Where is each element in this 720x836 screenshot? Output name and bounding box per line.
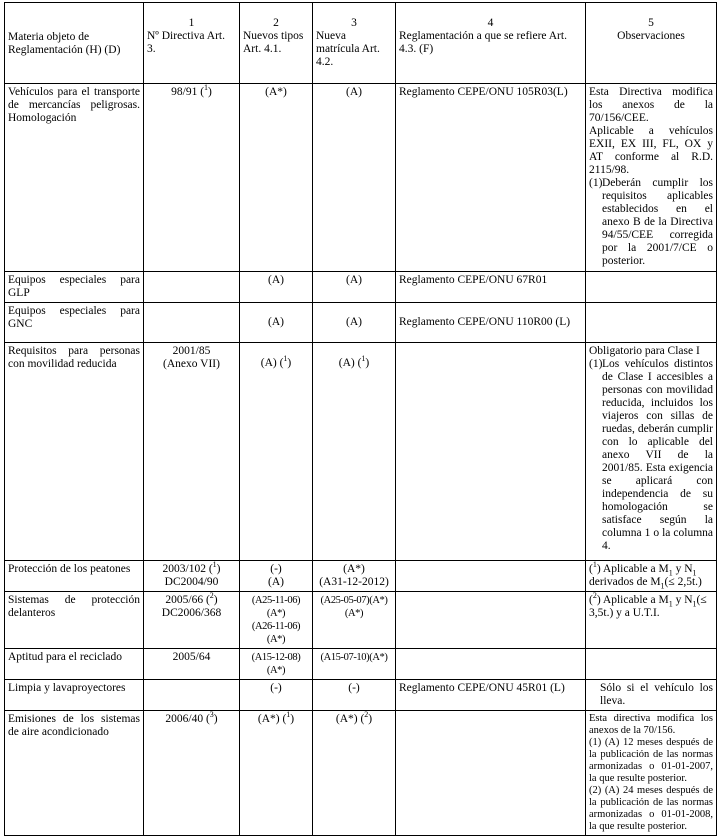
directiva-cell (144, 680, 240, 711)
table-row (5, 84, 717, 272)
materia-cell: Equipos especiales para GNC (5, 303, 144, 343)
table-row (5, 649, 717, 680)
nuevos-tipos-cell: (-) (240, 680, 313, 711)
directiva-cell (144, 303, 240, 343)
nuevos-tipos-cell: (A15-12-08)(A*) (240, 649, 313, 680)
nueva-matricula-cell: (A) ($^1$) (313, 343, 396, 561)
reglamento-cell (396, 711, 586, 836)
nuevos-tipos-cell: (A) (240, 303, 313, 343)
reglamento-cell: Reglamento CEPE/ONU 105R03(L) (396, 84, 586, 272)
table-row (5, 343, 717, 561)
reglamento-cell: Reglamento CEPE/ONU 110R00 (L) (396, 303, 586, 343)
nuevos-tipos-cell: (A) ($^1$) (240, 343, 313, 561)
nueva-matricula-cell: (A) (313, 272, 396, 303)
observaciones-cell: ($^2$) Aplicable a $M_1$ y $N_1(\le$ 3,5t.) y a U.T.I. (586, 592, 717, 649)
materia-cell: Aptitud para el reciclado (5, 649, 144, 680)
table-row (5, 592, 717, 649)
table-row (5, 303, 717, 343)
directiva-cell: 98/91 ($^1$) (144, 84, 240, 272)
observaciones-cell: Obligatorio para Clase I (1) Los vehículos distintos de Clase I accesibles a personas con movilidad reducida, incluidos los viajeros con sillas de ruedas, deberán cumplir con lo aplicable del anexo VII de la 2001/85. Esta exigencia se aplicará con independencia de su homologación se satisface según la columna 1 o la columna 4. (586, 343, 717, 561)
observaciones-cell (586, 303, 717, 343)
reglamento-cell (396, 592, 586, 649)
nuevos-tipos-cell: (A*) ($^1$) (240, 711, 313, 836)
header-directiva: 1 Nº Directiva Art. 3. (144, 3, 240, 84)
observaciones-cell (586, 272, 717, 303)
nuevos-tipos-cell: (A) (240, 272, 313, 303)
directiva-cell: 2005/64 (144, 649, 240, 680)
materia-cell: Protección de los peatones (5, 561, 144, 592)
observaciones-cell: Esta Directiva modifica los anexos de la 70/156/CEE. Aplicable a vehículos EXII, EX III, FL, OX y AT conforme al R.D. 2115/98. (1) Deberán cumplir los requisitos aplicables establecidos en el anexo B de la Directiva 94/55/CEE corregida por la 2001/7/CE o posterior. (586, 84, 717, 272)
materia-cell: Limpia y lavaproyectores (5, 680, 144, 711)
directiva-cell: 2005/66 ($^2$) DC2006/368 (144, 592, 240, 649)
observaciones-cell: Esta directiva modifica los anexos de la 70/156. (1) (A) 12 meses después de la publicación de las normas armonizadas o 01-01-2007, la que resulte posterior. (2) (A) 24 meses después de la publicación de las normas armonizadas o 01-01-2008, la que resulte posterior. (586, 711, 717, 836)
header-materia: Materia objeto de Reglamentación (H) (D) (5, 3, 144, 84)
nueva-matricula-cell: (A*) (A31-12-2012) (313, 561, 396, 592)
directiva-cell: 2006/40 ($^3$) (144, 711, 240, 836)
observaciones-cell: Sólo si el vehículo los lleva. (586, 680, 717, 711)
materia-cell: Equipos especiales para GLP (5, 272, 144, 303)
nueva-matricula-cell: (A) (313, 303, 396, 343)
table-row (5, 272, 717, 303)
header-observaciones: 5 Observaciones (586, 3, 717, 84)
nuevos-tipos-cell: (A*) (240, 84, 313, 272)
observaciones-cell (586, 649, 717, 680)
header-nuevos-tipos: 2 Nuevos tipos Art. 4.1. (240, 3, 313, 84)
materia-cell: Emisiones de los sistemas de aire acondicionado (5, 711, 144, 836)
nuevos-tipos-cell: (-) (A) (240, 561, 313, 592)
directiva-cell (144, 272, 240, 303)
reglamento-cell: Reglamento CEPE/ONU 45R01 (L) (396, 680, 586, 711)
nuevos-tipos-cell: (A25-11-06)(A*) (A26-11-06)(A*) (240, 592, 313, 649)
directiva-cell: 2003/102 ($^1$) DC2004/90 (144, 561, 240, 592)
table-row (5, 561, 717, 592)
nueva-matricula-cell: (A*) ($^2$) (313, 711, 396, 836)
header-reglamentacion: 4 Reglamentación a que se refiere Art. 4.3. (F) (396, 3, 586, 84)
observaciones-cell: ($^1$) Aplicable a $M_1$ y $N_1$ derivados de $M_1(\le 2,5t.)$ (586, 561, 717, 592)
materia-cell: Requisitos para personas con movilidad reducida (5, 343, 144, 561)
materia-cell: Vehículos para el transporte de mercancías peligrosas. Homologación (5, 84, 144, 272)
regulation-table (4, 2, 717, 836)
nueva-matricula-cell: (A) (313, 84, 396, 272)
nueva-matricula-cell: (A15-07-10)(A*) (313, 649, 396, 680)
reglamento-cell (396, 343, 586, 561)
materia-cell: Sistemas de protección delanteros (5, 592, 144, 649)
directiva-cell: 2001/85 (Anexo VII) (144, 343, 240, 561)
header-row (5, 3, 717, 84)
nueva-matricula-cell: (-) (313, 680, 396, 711)
nueva-matricula-cell: (A25-05-07)(A*) (A*) (313, 592, 396, 649)
table-row (5, 711, 717, 836)
table-row (5, 680, 717, 711)
header-nueva-matricula: 3 Nueva matrícula Art. 4.2. (313, 3, 396, 84)
reglamento-cell (396, 649, 586, 680)
reglamento-cell (396, 561, 586, 592)
reglamento-cell: Reglamento CEPE/ONU 67R01 (396, 272, 586, 303)
